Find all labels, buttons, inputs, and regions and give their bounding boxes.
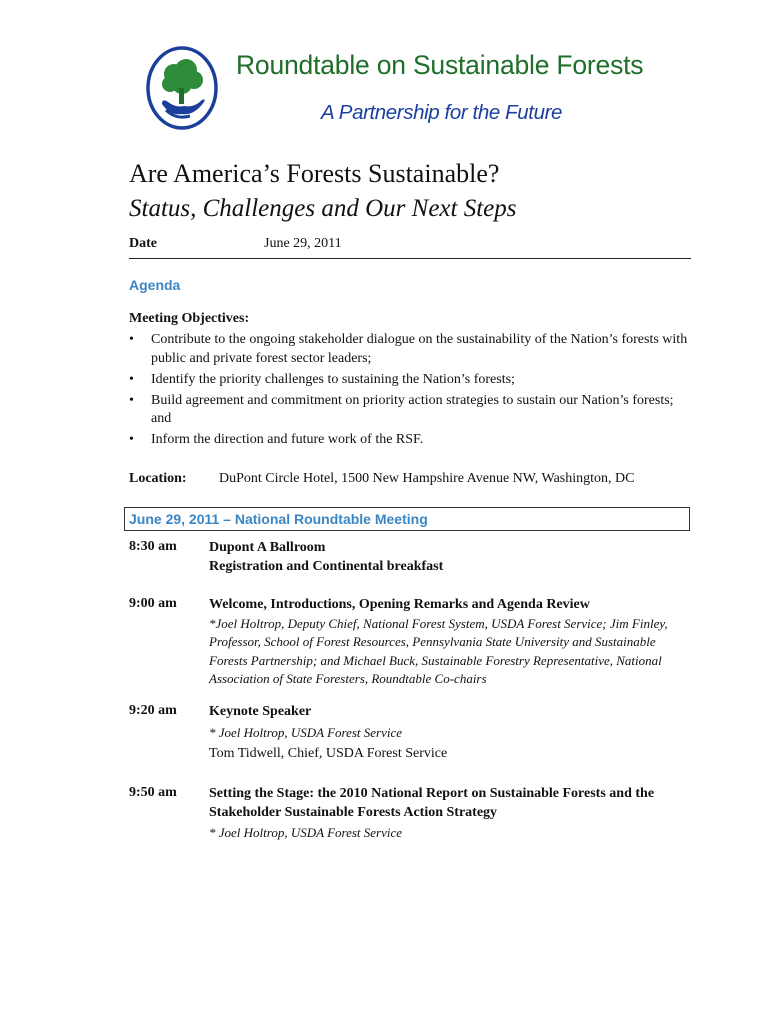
page-title: Are America’s Forests Sustainable? xyxy=(129,159,500,188)
organization-tagline: A Partnership for the Future xyxy=(321,101,562,124)
date-value: June 29, 2011 xyxy=(264,236,342,251)
session-subtitle: Registration and Continental breakfast xyxy=(209,558,444,574)
session-speaker: Tom Tidwell, Chief, USDA Forest Service xyxy=(209,745,448,761)
date-row xyxy=(129,236,691,259)
objective-item: • Inform the direction and future work of the RSF. xyxy=(129,431,689,450)
bullet-icon: • xyxy=(129,371,134,387)
session-title: Welcome, Introductions, Opening Remarks and Agenda Review xyxy=(209,597,590,612)
date-label: Date xyxy=(129,236,157,251)
meeting-title: June 29, 2011 – National Roundtable Meeting xyxy=(129,511,428,527)
location-row xyxy=(129,471,634,487)
bullet-icon: • xyxy=(129,332,134,347)
organization-name: Roundtable on Sustainable Forests xyxy=(236,50,644,80)
session-presenters: * Joel Holtrop, USDA Forest Service xyxy=(209,825,403,840)
session-title: Keynote Speaker xyxy=(209,704,312,719)
objectives-list xyxy=(129,331,689,452)
session-time: 9:20 am xyxy=(129,703,177,718)
location-label: Location: xyxy=(129,471,187,486)
bullet-icon: • xyxy=(129,392,134,408)
session-time: 9:50 am xyxy=(129,785,177,800)
session-presenters: * Joel Holtrop, USDA Forest Service xyxy=(209,724,403,740)
objective-item: • Build agreement and commitment on priority action strategies to sustain our Nation’s forests; and xyxy=(129,392,674,426)
agenda-heading: Agenda xyxy=(129,277,181,293)
meeting-title-box xyxy=(124,507,690,531)
tree-in-hands-icon xyxy=(146,46,218,130)
session-title: Dupont A Ballroom xyxy=(209,540,326,555)
location-value: DuPont Circle Hotel, 1500 New Hampshire Avenue NW, Washington, DC xyxy=(219,471,635,486)
session-title: Setting the Stage: the 2010 National Report on Sustainable Forests and the Stakeholder Sustainable Forests Action Strategy xyxy=(209,786,655,820)
session-time: 9:00 am xyxy=(129,596,177,611)
page-subtitle: Status, Challenges and Our Next Steps xyxy=(129,195,517,222)
session-presenters: *Joel Holtrop, Deputy Chief, National Forest System, USDA Forest Service; Jim Finley, Professor, School of Forest Resources, Pennsylvania State University and Sustainable Forests Partnership; and Michael Buck, Sustainable Forestry Representative, National Association of State Foresters, Roundtable Co-chairs xyxy=(209,615,668,686)
objective-item: • Identify the priority challenges to sustaining the Nation’s forests; xyxy=(129,371,689,390)
bullet-icon: • xyxy=(129,432,134,447)
objectives-heading: Meeting Objectives: xyxy=(129,311,250,326)
objective-item: • Contribute to the ongoing stakeholder dialogue on the sustainability of the Nation’s forests with public and private forest sector leaders; xyxy=(129,332,688,366)
session-time: 8:30 am xyxy=(129,539,177,554)
